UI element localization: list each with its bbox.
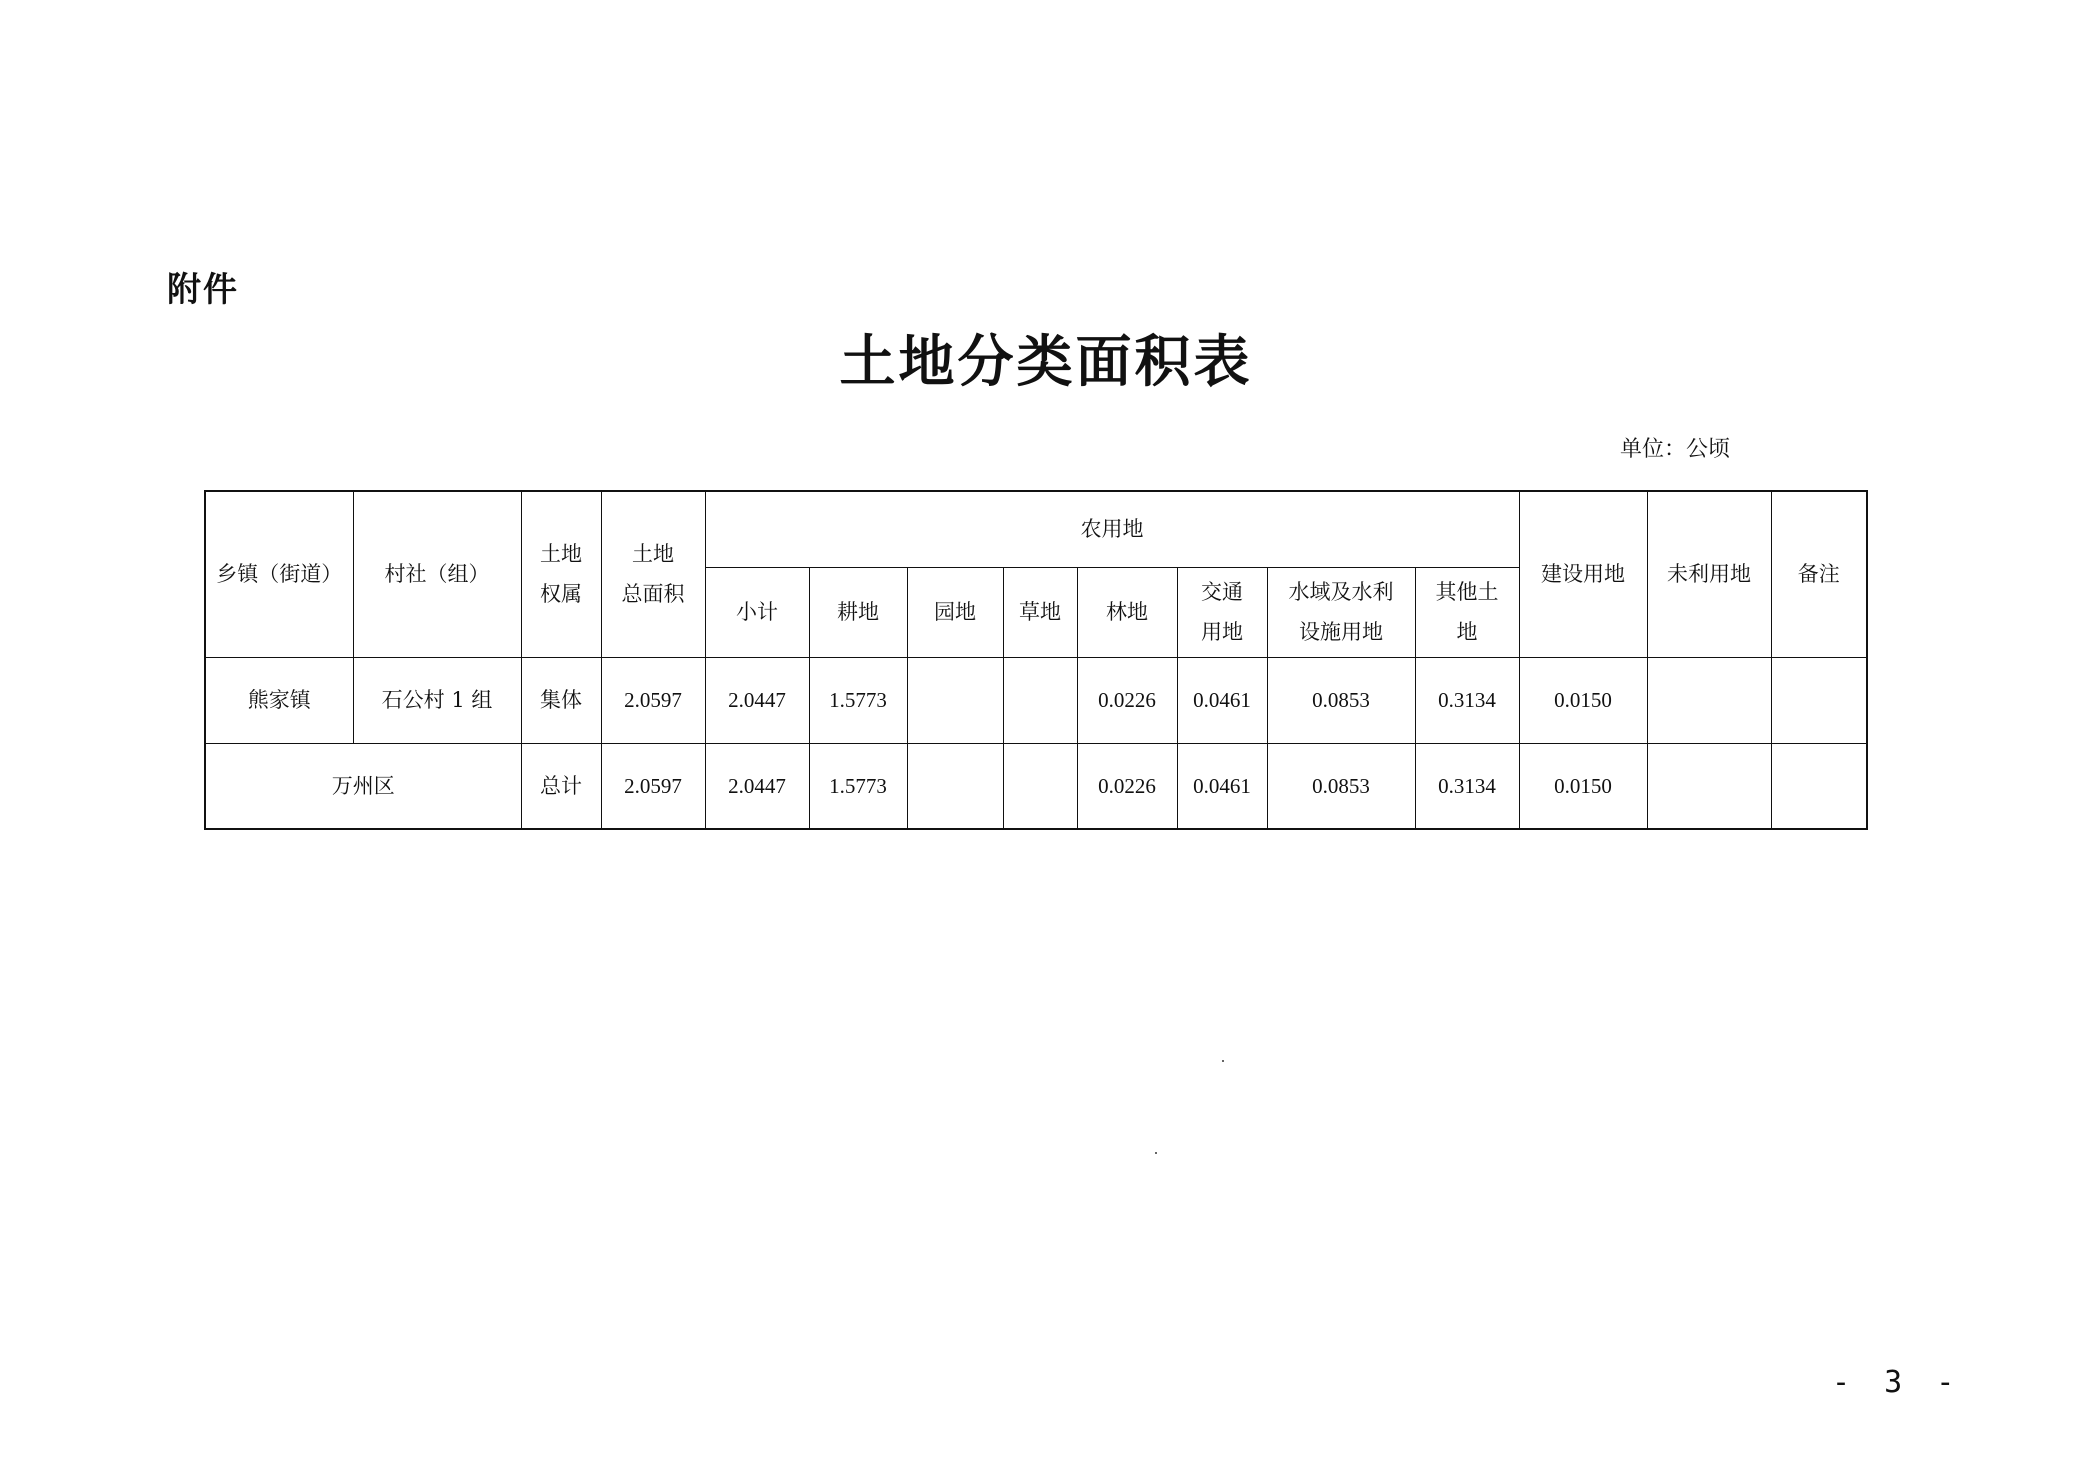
cell-subtotal: 2.0447 (705, 657, 809, 743)
cell-other: 0.3134 (1415, 743, 1519, 829)
cell-grass (1003, 743, 1077, 829)
cell-remarks (1771, 743, 1867, 829)
header-ownership-line2: 权属 (540, 582, 582, 607)
header-water-line1: 水域及水利 (1288, 580, 1394, 604)
cell-construction: 0.0150 (1519, 657, 1647, 743)
scan-speck (1222, 1060, 1224, 1062)
header-grass: 草地 (1003, 567, 1077, 657)
header-total-area-line1: 土地 (632, 542, 674, 567)
header-ownership (521, 491, 601, 657)
cell-ownership: 总计 (521, 743, 601, 829)
cell-garden (907, 657, 1003, 743)
header-garden: 园地 (907, 567, 1003, 657)
header-total-area (601, 491, 705, 657)
header-agricultural: 农用地 (705, 491, 1519, 567)
header-other-line2: 地 (1456, 620, 1478, 644)
header-construction: 建设用地 (1519, 491, 1647, 657)
cell-unused (1647, 657, 1771, 743)
scan-speck (1155, 1152, 1157, 1154)
header-arable: 耕地 (809, 567, 907, 657)
header-remarks: 备注 (1771, 491, 1867, 657)
cell-remarks (1771, 657, 1867, 743)
cell-unused (1647, 743, 1771, 829)
cell-other: 0.3134 (1415, 657, 1519, 743)
cell-township: 熊家镇 (205, 657, 353, 743)
cell-grass (1003, 657, 1077, 743)
header-transport-line2: 用地 (1201, 620, 1243, 644)
header-transport (1177, 567, 1267, 657)
cell-water: 0.0853 (1267, 743, 1415, 829)
header-other-line1: 其他土 (1435, 580, 1499, 604)
attachment-label: 附件 (167, 270, 239, 310)
cell-transport: 0.0461 (1177, 657, 1267, 743)
table-total-row (205, 743, 1867, 829)
cell-water: 0.0853 (1267, 657, 1415, 743)
unit-label: 单位：公顷 (1620, 437, 1731, 462)
cell-total-area: 2.0597 (601, 743, 705, 829)
cell-construction: 0.0150 (1519, 743, 1647, 829)
land-classification-table (204, 490, 1868, 830)
cell-total-area: 2.0597 (601, 657, 705, 743)
page-number: - 3 - (1832, 1365, 1963, 1400)
header-township: 乡镇（街道） (205, 491, 353, 657)
header-water (1267, 567, 1415, 657)
header-other (1415, 567, 1519, 657)
cell-village: 石公村 1 组 (353, 657, 521, 743)
header-unused: 未利用地 (1647, 491, 1771, 657)
cell-district: 万州区 (205, 743, 521, 829)
table-header-row-1 (205, 491, 1867, 567)
table-row (205, 657, 1867, 743)
document-title: 土地分类面积表 (839, 329, 1253, 395)
header-subtotal: 小计 (705, 567, 809, 657)
header-total-area-line2: 总面积 (621, 582, 685, 607)
header-forest: 林地 (1077, 567, 1177, 657)
cell-arable: 1.5773 (809, 743, 907, 829)
cell-garden (907, 743, 1003, 829)
header-water-line2: 设施用地 (1299, 620, 1383, 644)
cell-arable: 1.5773 (809, 657, 907, 743)
header-village: 村社（组） (353, 491, 521, 657)
header-transport-line1: 交通 (1201, 580, 1243, 604)
header-ownership-line1: 土地 (540, 542, 582, 567)
cell-transport: 0.0461 (1177, 743, 1267, 829)
cell-forest: 0.0226 (1077, 743, 1177, 829)
cell-subtotal: 2.0447 (705, 743, 809, 829)
cell-ownership: 集体 (521, 657, 601, 743)
cell-forest: 0.0226 (1077, 657, 1177, 743)
